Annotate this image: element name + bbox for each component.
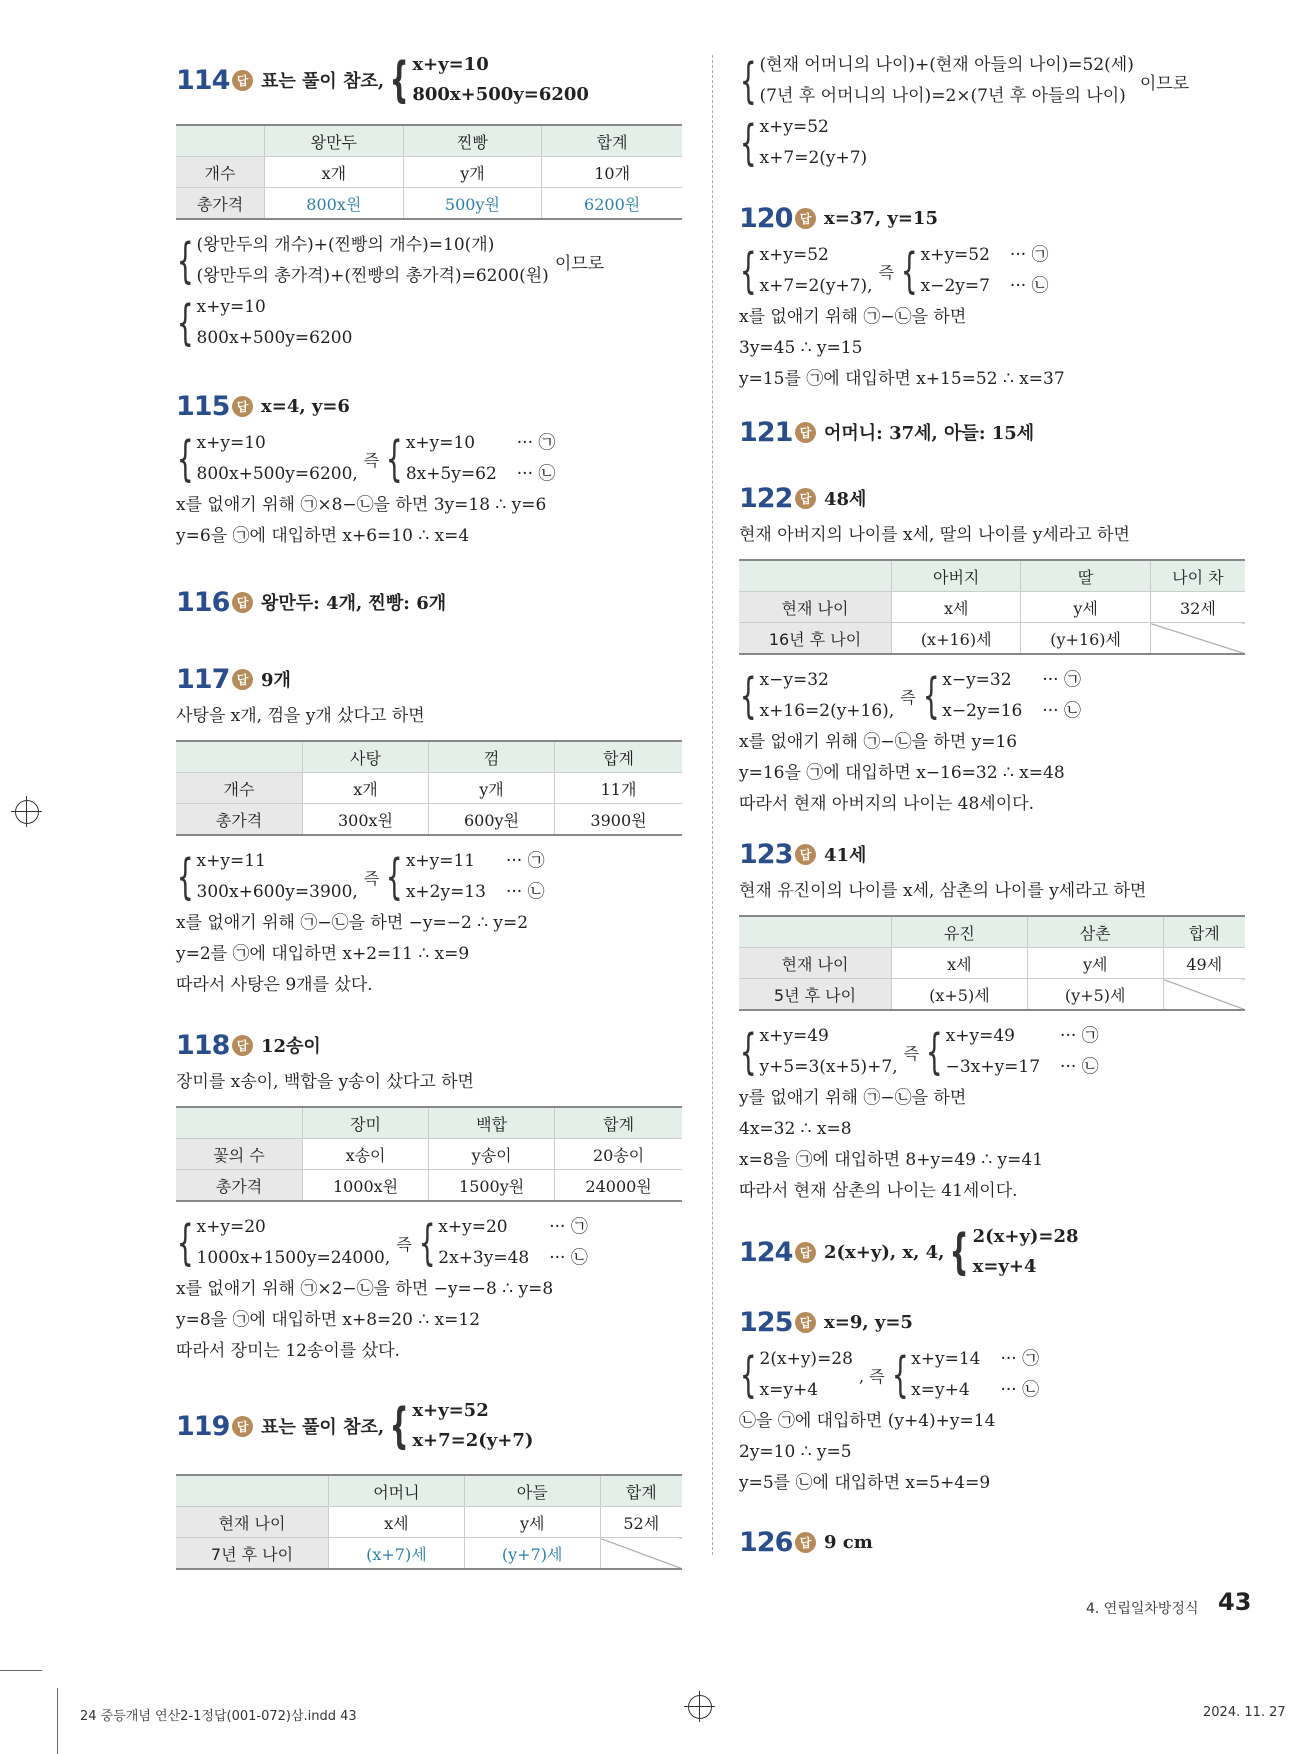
answer-text: 어머니: 37세, 아들: 15세 <box>824 423 1035 444</box>
equation-system: { x−y=32 x+16=2(y+16), 즉 { x−y=32 x−2y=16 ··· ㉠ ··· ㉡ <box>739 668 1081 724</box>
problem-119-continued <box>739 50 1245 174</box>
problem-120 <box>739 196 1245 395</box>
problem-number: 121 <box>739 416 793 448</box>
problem-number: 117 <box>176 663 230 695</box>
problem-125 <box>739 1300 1245 1499</box>
problem-number: 123 <box>739 838 793 870</box>
problem-126 <box>739 1520 1245 1564</box>
problem-121 <box>739 410 1245 454</box>
answer-text: 48세 <box>824 489 867 510</box>
problem-number: 115 <box>176 390 230 422</box>
data-table: 장미 백합 합계 꽃의 수 x송이 y송이 20송이 총가격 1000x원 1500y원 24000원 <box>176 1106 682 1202</box>
data-table: 유진 삼촌 합계 현재 나이 x세 y세 49세 5년 후 나이 (x+5)세 (y+5)세 <box>739 915 1245 1011</box>
answer-badge: 답 <box>232 396 253 417</box>
problem-number: 116 <box>176 586 230 618</box>
equation: 800x+500y=6200 <box>412 84 589 105</box>
answer-badge: 답 <box>795 844 816 865</box>
solution-line: x를 없애기 위해 ㉠×8−㉡을 하면 3y=18 ∴ y=6 <box>176 495 547 515</box>
data-table: 아버지 딸 나이 차 현재 나이 x세 y세 32세 16년 후 나이 (x+16)세 (y+16)세 <box>739 559 1245 655</box>
data-table: 어머니 아들 합계 현재 나이 x세 y세 52세 7년 후 나이 (x+7)세 (y+7)세 <box>176 1474 682 1570</box>
solution-line: 따라서 현재 아버지의 나이는 48세이다. <box>739 794 1034 814</box>
solution-line: x를 없애기 위해 ㉠−㉡을 하면 −y=−2 ∴ y=2 <box>176 913 529 933</box>
solution-line: 4x=32 ∴ x=8 <box>739 1119 852 1139</box>
solution-line: 2y=10 ∴ y=5 <box>739 1442 852 1462</box>
print-date: 2024. 11. 27 <box>1203 1705 1286 1720</box>
answer-text: x=37, y=15 <box>824 207 938 229</box>
condition-system: { (현재 어머니의 나이)+(현재 아들의 나이)=52(세) (7년 후 어머니의 나이)=2×(7년 후 아들의 나이) 이므로 <box>739 53 1190 109</box>
solution-line: y=2를 ㉠에 대입하면 x+2=11 ∴ x=9 <box>176 944 470 964</box>
column-divider <box>712 55 713 1555</box>
solution-line: x=8을 ㉠에 대입하면 8+y=49 ∴ y=41 <box>739 1150 1044 1170</box>
crop-mark <box>57 1688 58 1754</box>
problem-number: 124 <box>739 1236 793 1268</box>
file-slug: 24 중등개념 연산2-1정답(001-072)삼.indd 43 <box>80 1709 357 1724</box>
problem-118 <box>176 1023 682 1367</box>
answer-badge: 답 <box>232 1416 253 1437</box>
intro-line: 장미를 x송이, 백합을 y송이 샀다고 하면 <box>176 1072 474 1092</box>
solution-line: 따라서 현재 삼촌의 나이는 41세이다. <box>739 1181 1018 1201</box>
answer-text: 표는 풀이 참조, <box>261 1417 385 1438</box>
solution-line: y=15를 ㉠에 대입하면 x+15=52 ∴ x=37 <box>739 369 1065 389</box>
equation-system: { x+y=49 y+5=3(x+5)+7, 즉 { x+y=49 −3x+y=17 ··· ㉠ ··· ㉡ <box>739 1024 1099 1080</box>
equation-system: { x+y=10 800x+500y=6200, 즉 { x+y=10 8x+5y=62 ··· ㉠ ··· ㉡ <box>176 431 556 487</box>
problem-number: 114 <box>176 64 230 96</box>
page-number: 43 <box>1218 1588 1252 1616</box>
solution-line: 따라서 장미는 12송이를 샀다. <box>176 1341 400 1361</box>
answer-text: 12송이 <box>261 1036 321 1057</box>
answer-badge: 답 <box>232 70 253 91</box>
data-table: 사탕 껌 합계 개수 x개 y개 11개 총가격 300x원 600y원 3900원 <box>176 740 682 836</box>
answer-text: 9 cm <box>824 1531 873 1553</box>
condition-system: { (왕만두의 개수)+(찐빵의 개수)=10(개) (왕만두의 총가격)+(찐빵의 총가격)=6200(원) 이므로 <box>176 233 605 289</box>
equation-system: { 2(x+y)=28 x=y+4 , 즉 { x+y=14 x=y+4 ··· ㉠ ··· ㉡ <box>739 1347 1040 1403</box>
problem-119: 119 답 표는 풀이 참조, { x+y=52 x+7=2(y+7) 어머니 아들 합계 현재 나이 x세 y세 52세 7년 후 나이 (x+7)세 (y+7)세 <box>176 1394 682 1580</box>
answer-text: x=4, y=6 <box>261 395 350 417</box>
problem-number: 119 <box>176 1410 230 1442</box>
section-title: 4. 연립일차방정식 <box>1086 1601 1199 1617</box>
answer-badge: 답 <box>795 488 816 509</box>
solution-line: x를 없애기 위해 ㉠−㉡을 하면 <box>739 307 967 327</box>
answer-badge: 답 <box>232 669 253 690</box>
answer-text: x=9, y=5 <box>824 1311 913 1333</box>
solution-line: x를 없애기 위해 ㉠×2−㉡을 하면 −y=−8 ∴ y=8 <box>176 1279 554 1299</box>
answer-badge: 답 <box>232 592 253 613</box>
answer-text: 9개 <box>261 670 291 691</box>
answer-text: 표는 풀이 참조, <box>261 71 385 92</box>
equation-system: { x+y=52 x+7=2(y+7) <box>739 115 868 171</box>
solution-line: ㉡을 ㉠에 대입하면 (y+4)+y=14 <box>739 1411 996 1431</box>
intro-line: 사탕을 x개, 껌을 y개 샀다고 하면 <box>176 706 425 726</box>
answer-badge: 답 <box>232 1035 253 1056</box>
solution-line: y를 없애기 위해 ㉠−㉡을 하면 <box>739 1088 967 1108</box>
solution-line: 따라서 사탕은 9개를 샀다. <box>176 975 373 995</box>
problem-117 <box>176 657 682 1001</box>
intro-line: 현재 유진이의 나이를 x세, 삼촌의 나이를 y세라고 하면 <box>739 881 1147 901</box>
registration-mark-icon <box>688 1695 712 1719</box>
answer-text: 왕만두: 4개, 찐빵: 6개 <box>261 593 447 614</box>
problem-number: 125 <box>739 1306 793 1338</box>
problem-115 <box>176 384 682 552</box>
equation-system: { x+y=11 300x+600y=3900, 즉 { x+y=11 x+2y=13 ··· ㉠ ··· ㉡ <box>176 849 545 905</box>
problem-number: 120 <box>739 202 793 234</box>
answer-text: 41세 <box>824 845 867 866</box>
solution-line: 3y=45 ∴ y=15 <box>739 338 863 358</box>
problem-116 <box>176 580 682 624</box>
answer-badge: 답 <box>795 1242 816 1263</box>
problem-123 <box>739 832 1245 1207</box>
problem-122 <box>739 476 1245 820</box>
answer-badge: 답 <box>795 208 816 229</box>
data-table: 왕만두 찐빵 합계 개수 x개 y개 10개 총가격 800x원 500y원 6200원 <box>176 124 682 220</box>
registration-mark-icon <box>15 800 39 824</box>
answer-text: 2(x+y), x, 4, <box>824 1241 945 1263</box>
answer-badge: 답 <box>795 1532 816 1553</box>
problem-114: 114 답 표는 풀이 참조, { x+y=10 800x+500y=6200 왕만두 찐빵 합계 개수 x개 y개 10개 총가격 800x원 500y원 6200원 { (왕만두의 개수)+(찐빵의 개수)=10(개) (왕만두의 총가격)+(찐빵의 총가격)=6200(원) 이므로 { x+y=10 800x+500y=6200 <box>176 58 682 354</box>
solution-line: y=16을 ㉠에 대입하면 x−16=32 ∴ x=48 <box>739 763 1065 783</box>
equation: x+y=10 <box>412 54 489 75</box>
answer-badge: 답 <box>795 1312 816 1333</box>
answer-badge: 답 <box>795 422 816 443</box>
solution-line: y=6을 ㉠에 대입하면 x+6=10 ∴ x=4 <box>176 526 470 546</box>
problem-number: 122 <box>739 482 793 514</box>
solution-line: y=8을 ㉠에 대입하면 x+8=20 ∴ x=12 <box>176 1310 481 1330</box>
solution-line: y=5를 ㉡에 대입하면 x=5+4=9 <box>739 1473 991 1493</box>
solution-line: x를 없애기 위해 ㉠−㉡을 하면 y=16 <box>739 732 1018 752</box>
equation-system: { x+y=52 x+7=2(y+7), 즉 { x+y=52 x−2y=7 ··· ㉠ ··· ㉡ <box>739 243 1049 299</box>
equation-system: { x+y=10 800x+500y=6200 <box>176 295 353 351</box>
equation-system: { x+y=20 1000x+1500y=24000, 즉 { x+y=20 2x+3y=48 ··· ㉠ ··· ㉡ <box>176 1215 588 1271</box>
problem-124: 124 답 2(x+y), x, 4, { 2(x+y)=28 x=y+4 <box>739 1224 1079 1280</box>
problem-number: 126 <box>739 1526 793 1558</box>
crop-mark <box>0 1670 42 1671</box>
problem-number: 118 <box>176 1029 230 1061</box>
intro-line: 현재 아버지의 나이를 x세, 딸의 나이를 y세라고 하면 <box>739 525 1130 545</box>
